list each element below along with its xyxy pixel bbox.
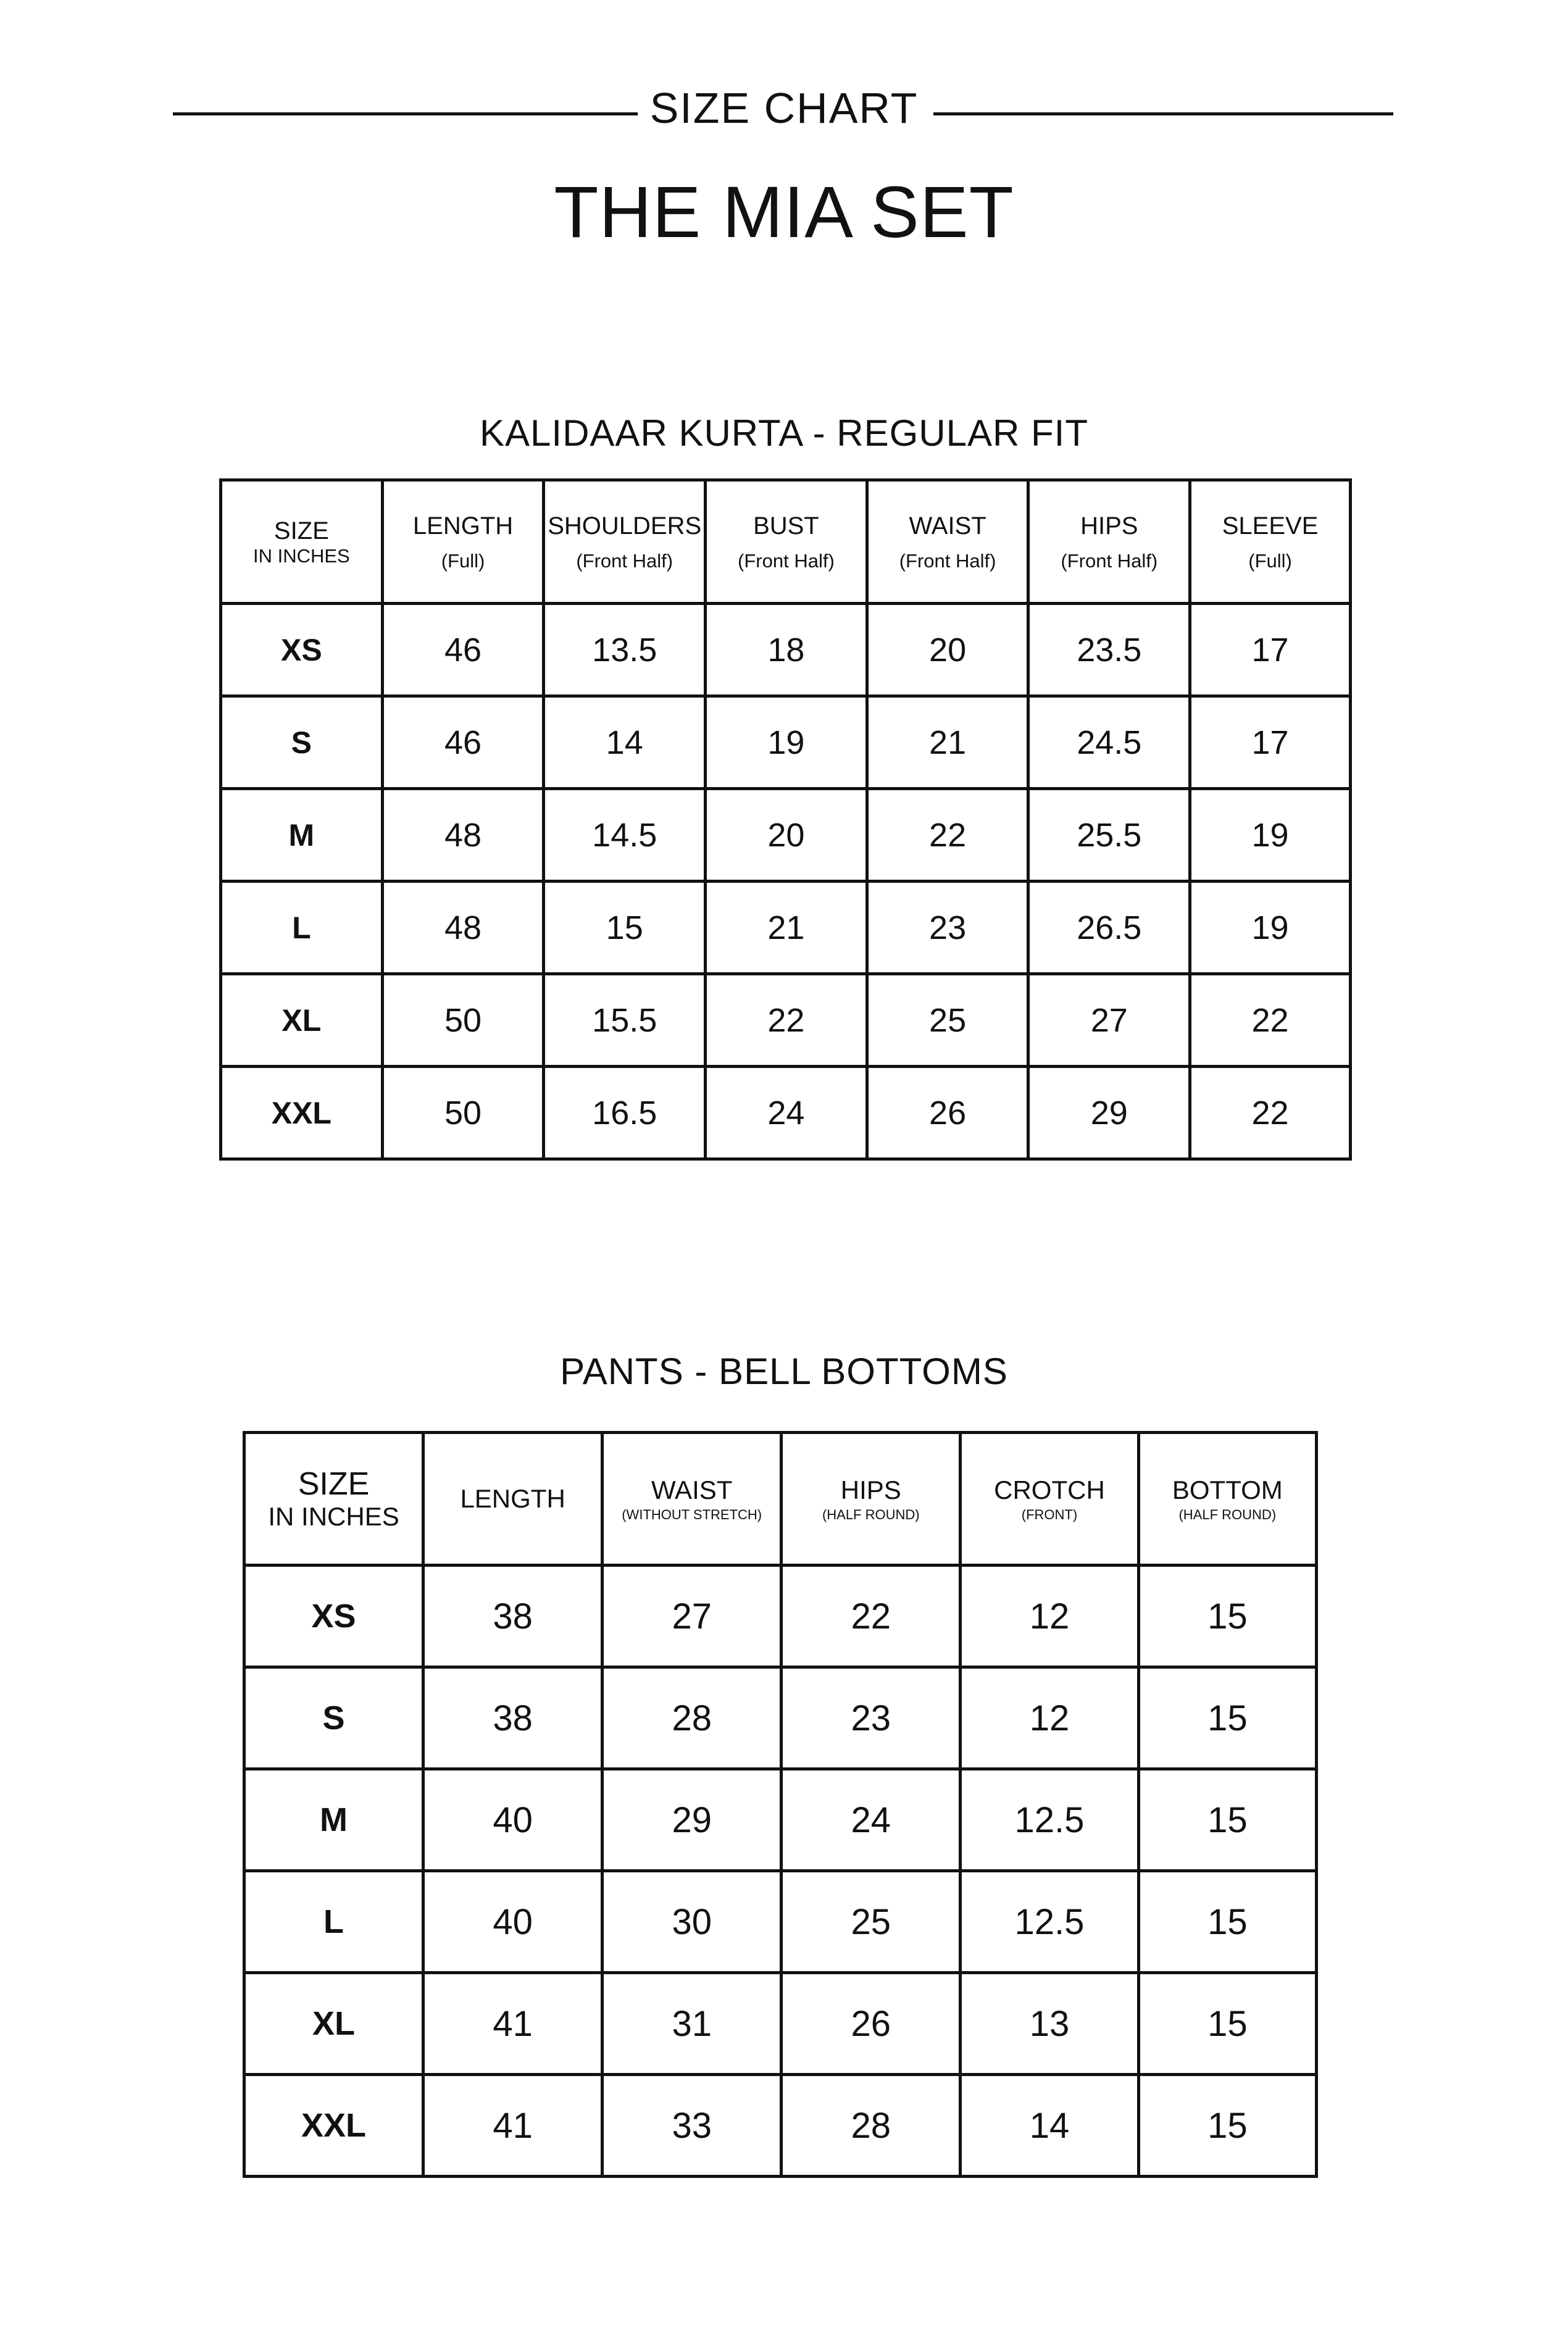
kurta-column-header — [706, 480, 867, 604]
kurta-measurement-cell: 20 — [706, 789, 867, 882]
kurta-column-header — [1028, 480, 1190, 604]
kurta-measurement-cell: 22 — [867, 789, 1028, 882]
kurta-measurement-cell: 20 — [867, 604, 1028, 696]
kurta-measurement-cell: 23.5 — [1028, 604, 1190, 696]
pants-measurement-cell: 15 — [1138, 1973, 1316, 2075]
kurta-column-sublabel: (Full) — [441, 550, 485, 572]
pants-table-row — [244, 1566, 1317, 1667]
kurta-measurement-cell: 26.5 — [1028, 882, 1190, 974]
kurta-measurement-cell: 29 — [1028, 1067, 1190, 1159]
pants-size-table — [243, 1431, 1318, 2178]
pants-measurement-cell: 12 — [961, 1667, 1138, 1769]
kurta-column-header — [867, 480, 1028, 604]
kurta-column-sublabel: (Front Half) — [738, 550, 835, 572]
pants-size-label: XL — [244, 1973, 423, 2075]
kurta-measurement-cell: 21 — [706, 882, 867, 974]
pants-column-sublabel: (WITHOUT STRETCH) — [622, 1507, 762, 1523]
kurta-table-row — [221, 882, 1351, 974]
kurta-measurement-cell: 48 — [382, 882, 544, 974]
kurta-measurement-cell: 19 — [1190, 789, 1351, 882]
kurta-column-sublabel: IN INCHES — [252, 545, 350, 567]
kurta-column-label: WAIST — [909, 512, 986, 540]
kurta-column-header — [382, 480, 544, 604]
page-title: THE MIA SET — [554, 172, 1014, 253]
kurta-column-label: SHOULDERS — [548, 512, 702, 540]
pants-measurement-cell: 33 — [603, 2075, 782, 2177]
kurta-column-label: HIPS — [1080, 512, 1138, 540]
kurta-table-row — [221, 1067, 1351, 1159]
kurta-table-body — [221, 604, 1351, 1159]
pants-column-label: BOTTOM — [1172, 1475, 1283, 1504]
pants-column-header — [782, 1433, 961, 1566]
pants-measurement-cell: 41 — [423, 1973, 603, 2075]
pants-measurement-cell: 12 — [961, 1566, 1138, 1667]
pants-section-title: PANTS - BELL BOTTOMS — [560, 1351, 1008, 1392]
pants-measurement-cell: 15 — [1138, 1769, 1316, 1871]
size-chart-kicker: SIZE CHART — [649, 84, 919, 132]
pants-measurement-cell: 23 — [782, 1667, 961, 1769]
pants-size-label: M — [244, 1769, 423, 1871]
pants-table-row — [244, 1973, 1317, 2075]
kurta-measurement-cell: 15 — [544, 882, 706, 974]
pants-column-label: CROTCH — [994, 1475, 1105, 1504]
pants-table-row — [244, 1871, 1317, 1973]
pants-header-row — [244, 1433, 1317, 1566]
kurta-measurement-cell: 21 — [867, 696, 1028, 789]
pants-measurement-cell: 15 — [1138, 1566, 1316, 1667]
kurta-measurement-cell: 14.5 — [544, 789, 706, 882]
pants-measurement-cell: 27 — [603, 1566, 782, 1667]
pants-column-header — [244, 1433, 423, 1566]
kurta-table-row — [221, 789, 1351, 882]
kurta-measurement-cell: 24.5 — [1028, 696, 1190, 789]
pants-size-label: XXL — [244, 2075, 423, 2177]
pants-table-body — [244, 1566, 1317, 2177]
pants-measurement-cell: 25 — [782, 1871, 961, 1973]
kurta-measurement-cell: 48 — [382, 789, 544, 882]
pants-measurement-cell: 26 — [782, 1973, 961, 2075]
pants-measurement-cell: 15 — [1138, 1667, 1316, 1769]
pants-table-row — [244, 2075, 1317, 2177]
kurta-measurement-cell: 19 — [1190, 882, 1351, 974]
pants-column-sublabel: IN INCHES — [268, 1501, 399, 1531]
pants-measurement-cell: 14 — [961, 2075, 1138, 2177]
kurta-table-row — [221, 974, 1351, 1067]
kurta-measurement-cell: 50 — [382, 974, 544, 1067]
pants-column-sublabel: (HALF ROUND) — [1178, 1507, 1277, 1523]
kurta-measurement-cell: 14 — [544, 696, 706, 789]
pants-measurement-cell: 31 — [603, 1973, 782, 2075]
kurta-measurement-cell: 22 — [706, 974, 867, 1067]
kurta-column-sublabel: (Front Half) — [899, 550, 996, 572]
pants-measurement-cell: 12.5 — [961, 1871, 1138, 1973]
kurta-measurement-cell: 50 — [382, 1067, 544, 1159]
pants-measurement-cell: 38 — [423, 1667, 603, 1769]
kurta-column-header — [544, 480, 706, 604]
kurta-measurement-cell: 22 — [1190, 1067, 1351, 1159]
kurta-size-table — [219, 478, 1352, 1161]
pants-column-header — [961, 1433, 1138, 1566]
kurta-column-sublabel: (Full) — [1248, 550, 1292, 572]
pants-measurement-cell: 15 — [1138, 2075, 1316, 2177]
pants-table-row — [244, 1667, 1317, 1769]
pants-size-label: L — [244, 1871, 423, 1973]
kurta-measurement-cell: 17 — [1190, 696, 1351, 789]
kurta-size-label: L — [221, 882, 383, 974]
kurta-measurement-cell: 24 — [706, 1067, 867, 1159]
pants-column-label: LENGTH — [460, 1483, 565, 1513]
kurta-size-label: XXL — [221, 1067, 383, 1159]
kurta-column-label: BUST — [753, 512, 819, 540]
kurta-column-sublabel: (Front Half) — [576, 550, 673, 572]
pants-column-header — [423, 1433, 603, 1566]
kurta-size-label: M — [221, 789, 383, 882]
pants-column-label: SIZE — [298, 1466, 370, 1503]
pants-measurement-cell: 24 — [782, 1769, 961, 1871]
pants-measurement-cell: 15 — [1138, 1871, 1316, 1973]
pants-measurement-cell: 13 — [961, 1973, 1138, 2075]
pants-measurement-cell: 28 — [782, 2075, 961, 2177]
kurta-measurement-cell: 25.5 — [1028, 789, 1190, 882]
pants-column-sublabel: (FRONT) — [1021, 1507, 1078, 1523]
kurta-header-row — [221, 480, 1351, 604]
pants-column-header — [1138, 1433, 1316, 1566]
kurta-column-header — [1190, 480, 1351, 604]
pants-measurement-cell: 38 — [423, 1566, 603, 1667]
kurta-size-label: XL — [221, 974, 383, 1067]
pants-measurement-cell: 40 — [423, 1871, 603, 1973]
kurta-column-label: SIZE — [273, 517, 329, 545]
kurta-column-label: LENGTH — [412, 512, 514, 540]
kurta-measurement-cell: 22 — [1190, 974, 1351, 1067]
kurta-measurement-cell: 13.5 — [544, 604, 706, 696]
kurta-measurement-cell: 16.5 — [544, 1067, 706, 1159]
kurta-column-sublabel: (Front Half) — [1061, 550, 1158, 572]
kurta-column-label: SLEEVE — [1222, 512, 1319, 540]
pants-measurement-cell: 40 — [423, 1769, 603, 1871]
kurta-measurement-cell: 46 — [382, 696, 544, 789]
pants-column-sublabel: (HALF ROUND) — [822, 1507, 920, 1523]
pants-column-label: HIPS — [840, 1475, 901, 1504]
kurta-size-label: S — [221, 696, 383, 789]
kurta-measurement-cell: 17 — [1190, 604, 1351, 696]
kurta-measurement-cell: 26 — [867, 1067, 1028, 1159]
kurta-measurement-cell: 15.5 — [544, 974, 706, 1067]
kurta-section-title: KALIDAAR KURTA - REGULAR FIT — [480, 412, 1088, 454]
pants-column-header — [603, 1433, 782, 1566]
pants-column-label: WAIST — [651, 1475, 733, 1504]
kurta-measurement-cell: 27 — [1028, 974, 1190, 1067]
kurta-measurement-cell: 19 — [706, 696, 867, 789]
kurta-measurement-cell: 18 — [706, 604, 867, 696]
kurta-column-header — [221, 480, 383, 604]
pants-measurement-cell: 41 — [423, 2075, 603, 2177]
pants-measurement-cell: 12.5 — [961, 1769, 1138, 1871]
pants-measurement-cell: 28 — [603, 1667, 782, 1769]
pants-table-row — [244, 1769, 1317, 1871]
pants-measurement-cell: 29 — [603, 1769, 782, 1871]
kurta-table-row — [221, 696, 1351, 789]
kurta-measurement-cell: 23 — [867, 882, 1028, 974]
kurta-table-row — [221, 604, 1351, 696]
pants-size-label: XS — [244, 1566, 423, 1667]
kurta-measurement-cell: 46 — [382, 604, 544, 696]
kurta-size-label: XS — [221, 604, 383, 696]
header-rule-right — [933, 112, 1393, 115]
kurta-measurement-cell: 25 — [867, 974, 1028, 1067]
pants-measurement-cell: 30 — [603, 1871, 782, 1973]
pants-measurement-cell: 22 — [782, 1566, 961, 1667]
pants-size-label: S — [244, 1667, 423, 1769]
